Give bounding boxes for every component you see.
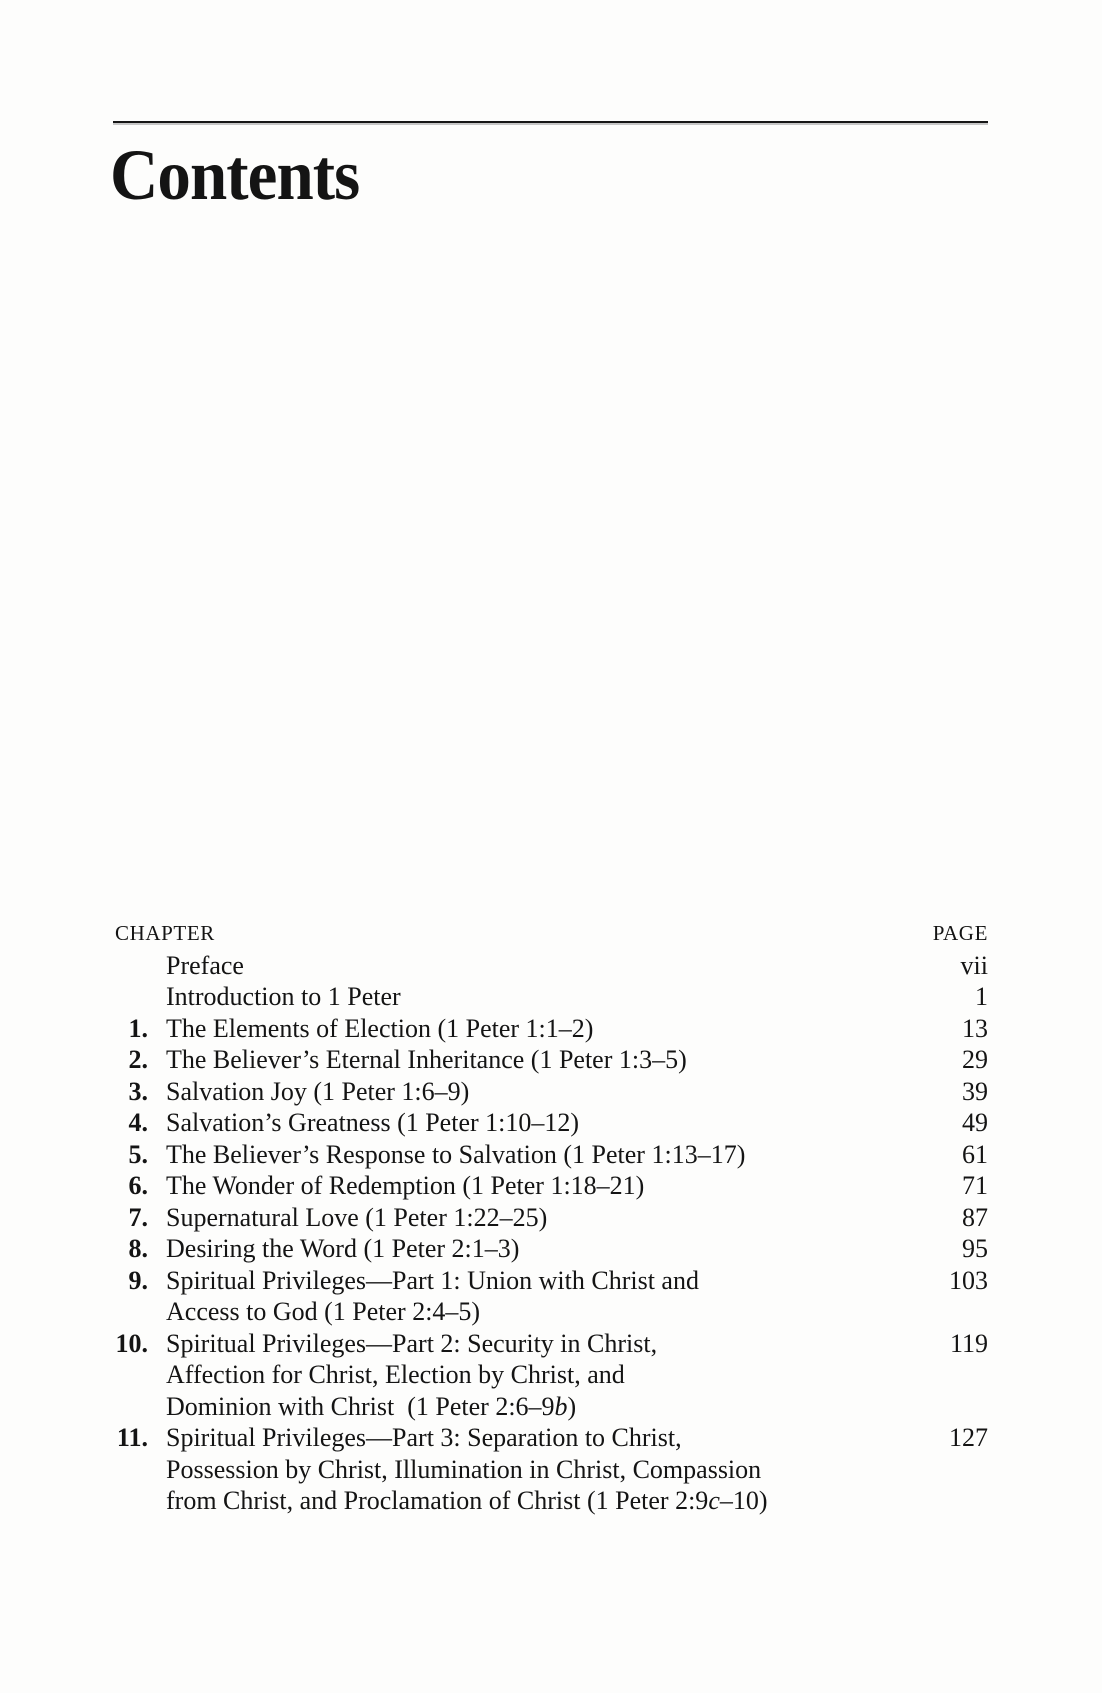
chapter-title: Salvation Joy (1 Peter 1:6–9) xyxy=(166,1076,470,1106)
chapter-title: Desiring the Word (1 Peter 2:1–3) xyxy=(166,1234,520,1263)
toc-entry xyxy=(115,1233,988,1265)
chapter-title: Salvation’s Greatness (1 Peter 1:10–12) xyxy=(166,1108,580,1137)
page-number: vii xyxy=(960,950,988,980)
chapter-title: Spiritual Privileges—Part 2: Security in Christ, Affection for Christ, Election by Christ, and Dominion with Christ (1 Peter 2:6–9b) xyxy=(166,1328,658,1421)
toc-entry xyxy=(115,981,988,1013)
toc-entry xyxy=(115,1139,988,1171)
page-number: 119 xyxy=(949,1328,988,1358)
chapter-title: Introduction to 1 Peter xyxy=(166,982,401,1011)
toc-entries xyxy=(115,950,988,1517)
toc-entry xyxy=(115,1422,988,1517)
chapter-number: 7. xyxy=(128,1202,148,1232)
page-column-header: PAGE xyxy=(932,921,988,945)
toc-entry xyxy=(115,1202,988,1234)
chapter-number: 2. xyxy=(128,1045,148,1074)
page-number: 87 xyxy=(962,1202,988,1232)
toc-header xyxy=(115,918,988,950)
chapter-title: The Believer’s Response to Salvation (1 Peter 1:13–17) xyxy=(166,1139,746,1169)
chapter-title: Supernatural Love (1 Peter 1:22–25) xyxy=(166,1202,548,1232)
page-number: 49 xyxy=(962,1108,988,1137)
toc-entry xyxy=(115,1044,988,1076)
page-number: 103 xyxy=(949,1265,988,1295)
table-of-contents xyxy=(115,918,988,1517)
chapter-number: 1. xyxy=(128,1013,148,1043)
page-number: 71 xyxy=(962,1171,988,1200)
toc-entry xyxy=(115,1170,988,1202)
page-number: 1 xyxy=(975,982,988,1011)
page-number: 127 xyxy=(949,1423,988,1452)
toc-entry xyxy=(115,1265,988,1328)
chapter-title: The Wonder of Redemption (1 Peter 1:18–21) xyxy=(166,1171,645,1200)
verse-letter-italic: c xyxy=(708,1486,720,1515)
page-number: 29 xyxy=(962,1045,988,1074)
chapter-title: Spiritual Privileges—Part 3: Separation to Christ, Possession by Christ, Illumination in Christ, Compassion from Christ, and Proclamation of Christ (1 Peter 2:9c–10) xyxy=(166,1423,768,1515)
chapter-number: 5. xyxy=(128,1139,148,1169)
toc-entry xyxy=(115,1107,988,1139)
toc-entry xyxy=(115,950,988,982)
chapter-number: 4. xyxy=(128,1108,148,1137)
toc-entry xyxy=(115,1076,988,1108)
chapter-title: The Believer’s Eternal Inheritance (1 Peter 1:3–5) xyxy=(166,1045,687,1074)
toc-entry xyxy=(115,1013,988,1045)
chapter-number: 6. xyxy=(128,1171,148,1200)
verse-letter-italic: b xyxy=(554,1391,568,1421)
chapter-column-header: CHAPTER xyxy=(115,921,215,945)
page-number: 95 xyxy=(962,1234,988,1263)
chapter-number: 10. xyxy=(115,1328,148,1358)
page-number: 13 xyxy=(962,1013,988,1043)
chapter-number: 3. xyxy=(128,1076,148,1106)
page-title: Contents xyxy=(110,135,360,215)
page-number: 39 xyxy=(962,1076,988,1106)
chapter-number: 9. xyxy=(128,1265,148,1295)
title-rule xyxy=(113,121,988,125)
chapter-title: The Elements of Election (1 Peter 1:1–2) xyxy=(166,1013,594,1043)
page-number: 61 xyxy=(962,1139,988,1169)
toc-entry xyxy=(115,1328,988,1423)
chapter-title: Spiritual Privileges—Part 1: Union with Christ and Access to God (1 Peter 2:4–5) xyxy=(166,1265,699,1326)
chapter-number: 8. xyxy=(128,1234,148,1263)
chapter-number: 11. xyxy=(116,1423,148,1452)
chapter-title: Preface xyxy=(166,950,244,980)
